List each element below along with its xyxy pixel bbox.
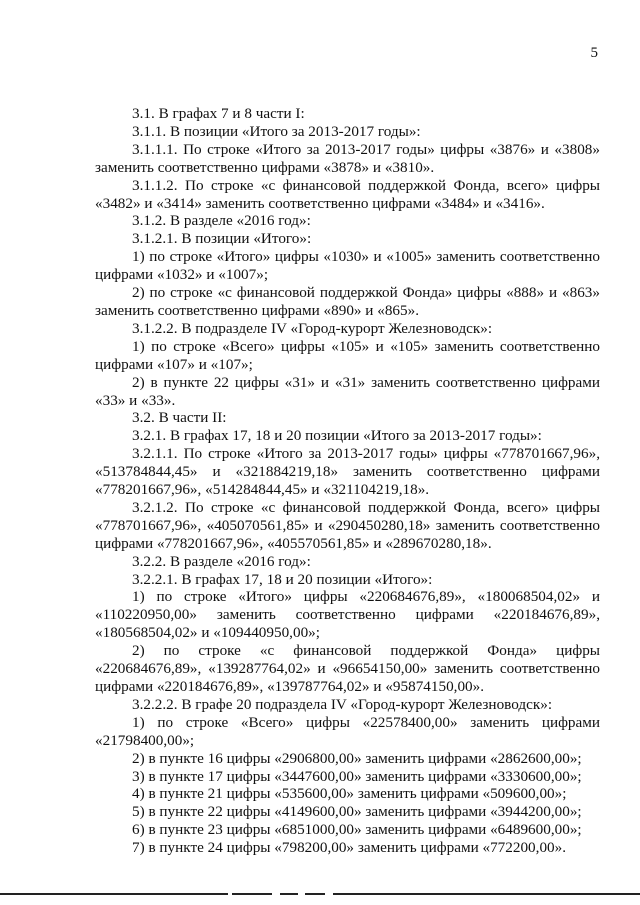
paragraph: 2) по строке «с финансовой поддержкой Фонда» цифры «888» и «863» заменить соответственно цифрами «890» и «865». [95, 284, 600, 319]
paragraph: 3.1.1.2. По строке «с финансовой поддержкой Фонда, всего» цифры «3482» и «3414» заменить соответственно цифрами «3484» и «3416». [95, 176, 600, 212]
paragraph: 3.1.2. В разделе «2016 год»: [132, 212, 311, 230]
paragraph: 2) в пункте 22 цифры «31» и «31» заменить соответственно цифрами «33» и «33». [95, 373, 600, 409]
paragraph: 3.2.1. В графах 17, 18 и 20 позиции «Итого за 2013-2017 годы»: [132, 427, 542, 445]
paragraph: 1) по строке «Итого» цифры «220684676,89», «180068504,02» и «110220950,00» заменить соответственно цифрами «220184676,89», «180568504,02» и «109440950,00»; [95, 588, 600, 642]
paragraph: 1) по строке «Итого» цифры «1030» и «1005» заменить соответственно цифрами «1032» и «1007»; [95, 248, 600, 284]
paragraph: 3) в пункте 17 цифры «3447600,00» заменить цифрами «3330600,00»; [132, 767, 582, 785]
page-number: 5 [590, 45, 598, 61]
paragraph: 3.1.2.2. В подразделе IV «Город-курорт Железноводск»: [132, 319, 493, 337]
paragraph: 3.1.1. В позиции «Итого за 2013-2017 годы»: [132, 122, 421, 140]
paragraph: 3.2.2.1. В графах 17, 18 и 20 позиции «Итого»: [132, 570, 433, 588]
paragraph: 3.2.2.2. В графе 20 подраздела IV «Город-курорт Железноводск»: [132, 695, 553, 713]
paragraph: 1) по строке «Всего» цифры «22578400,00» заменить цифрами «21798400,00»; [95, 713, 600, 749]
paragraph: 1) по строке «Всего» цифры «105» и «105» заменить соответственно цифрами «107» и «107»; [95, 337, 600, 373]
paragraph: 3.1. В графах 7 и 8 части I: [132, 105, 305, 122]
scan-edge-segment [280, 893, 298, 895]
scan-edge-segment [0, 893, 228, 895]
paragraph: 5) в пункте 22 цифры «4149600,00» заменить цифрами «3944200,00»; [132, 803, 582, 821]
paragraph: 3.1.2.1. В позиции «Итого»: [132, 230, 312, 248]
document-body [95, 105, 600, 857]
paragraph: 3.2.1.2. По строке «с финансовой поддержкой Фонда, всего» цифры «778701667,96», «405070561,85» и «290450280,18» заменить соответственно цифрами «778201667,96», «405570561,85» и «289670280,18». [95, 498, 600, 552]
scan-edge-segment [232, 893, 272, 895]
paragraph: 4) в пункте 21 цифры «535600,00» заменить цифрами «509600,00»; [132, 785, 567, 803]
paragraph: 7) в пункте 24 цифры «798200,00» заменить цифрами «772200,00». [132, 839, 567, 857]
paragraph: 3.2. В части II: [132, 409, 227, 427]
paragraph: 3.1.1.1. По строке «Итого за 2013-2017 годы» цифры «3876» и «3808» заменить соответственно цифрами «3878» и «3810». [95, 140, 600, 176]
paragraph: 6) в пункте 23 цифры «6851000,00» заменить цифрами «6489600,00»; [132, 821, 582, 839]
scan-edge-segment [333, 893, 640, 895]
paragraph: 2) в пункте 16 цифры «2906800,00» заменить цифрами «2862600,00»; [132, 749, 582, 767]
paragraph: 3.2.1.1. По строке «Итого за 2013-2017 годы» цифры «778701667,96», «513784844,45» и «321884219,18» заменить соответственно цифрами «778201667,96», «514284844,45» и «321104219,18». [95, 445, 600, 499]
scan-edge-artifact [0, 893, 640, 905]
paragraph: 3.2.2. В разделе «2016 год»: [132, 552, 311, 570]
paragraph: 2) по строке «с финансовой поддержкой Фонда» цифры «220684676,89», «139287764,02» и «96654150,00» заменить соответственно цифрами «220184676,89», «139787764,02» и «95874150,00». [95, 642, 600, 695]
scan-edge-segment [305, 893, 325, 895]
